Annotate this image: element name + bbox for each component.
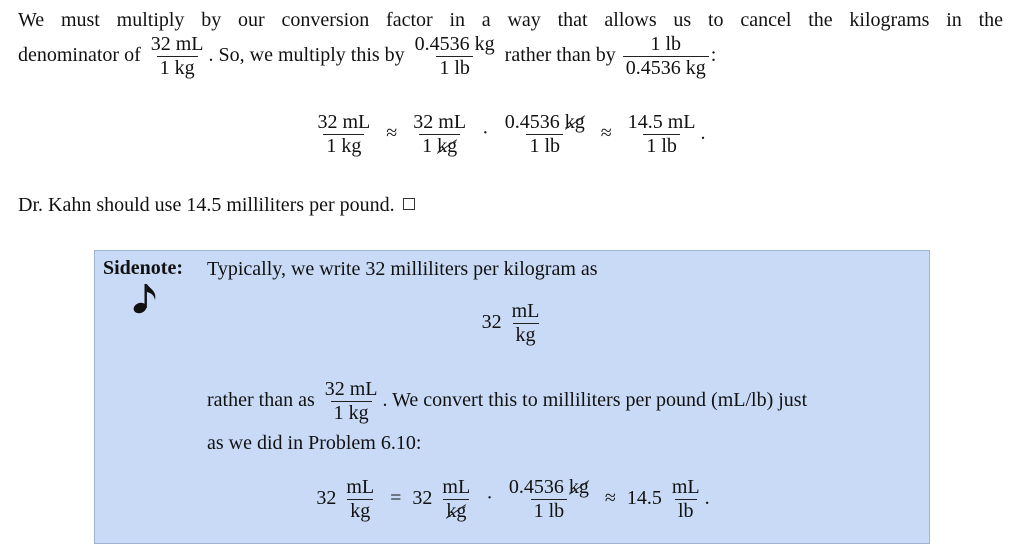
fraction-ml-per-kg bbox=[507, 301, 545, 346]
fraction-denominator: 1 lb bbox=[526, 134, 563, 157]
cancelled-unit-kg: kg bbox=[437, 135, 458, 157]
text-multiply-this-by: . So, we multiply this by bbox=[208, 44, 405, 67]
fraction-denominator: 0.4536 kg bbox=[623, 56, 709, 79]
sidenote-line-2 bbox=[207, 379, 923, 424]
text-convert-this: . We convert this to milliliters per pound (mL/lb) just bbox=[382, 389, 808, 412]
equation-conversion bbox=[0, 112, 1018, 157]
approx-sign: ≈ bbox=[386, 122, 398, 145]
fraction-32ml-1kg bbox=[313, 112, 376, 157]
fraction-ml-per-kg-cancelled bbox=[437, 477, 475, 522]
fraction-denominator bbox=[419, 134, 460, 157]
fraction-numerator: 32 mL bbox=[324, 378, 378, 400]
conclusion-text: Dr. Kahn should use 14.5 milliliters per pound. bbox=[18, 194, 395, 216]
fraction-numerator bbox=[506, 477, 592, 499]
fraction-denominator: lb bbox=[675, 499, 697, 522]
text-denominator-of: denominator of bbox=[18, 44, 141, 67]
numerator-number: 0.4536 bbox=[508, 476, 564, 498]
fraction-denominator: 1 lb bbox=[643, 134, 680, 157]
fraction-denominator: 1 kg bbox=[157, 56, 198, 79]
fraction-kg-lb-cancelled bbox=[504, 477, 594, 522]
sidenote-line-3: as we did in Problem 6.10: bbox=[207, 432, 422, 454]
fraction-denominator: 1 kg bbox=[323, 134, 364, 157]
fraction-numerator bbox=[502, 112, 588, 134]
fraction-32ml-per-1kg bbox=[146, 34, 209, 79]
sidenote-equation-2 bbox=[95, 477, 931, 522]
text-colon: : bbox=[710, 44, 717, 67]
fraction-denominator: kg bbox=[347, 499, 373, 522]
fraction-numerator: 1 lb bbox=[650, 33, 682, 55]
text-rather-than-by: rather than by bbox=[504, 44, 616, 67]
period: . bbox=[700, 122, 706, 145]
fraction-denominator: 1 kg bbox=[331, 401, 372, 424]
fraction-denominator bbox=[443, 499, 469, 522]
paragraph-line-1: We must multiply by our conversion factor in a way that allows us to cancel the kilograms in the bbox=[18, 9, 1003, 31]
sidenote-label: Sidenote: bbox=[103, 257, 183, 279]
period: . bbox=[704, 487, 710, 510]
fraction-kg-per-lb bbox=[410, 34, 500, 79]
fraction-ml-per-lb bbox=[667, 477, 705, 522]
fraction-numerator: 32 mL bbox=[317, 111, 371, 133]
coefficient: 32 bbox=[481, 311, 502, 334]
fraction-numerator: mL bbox=[511, 300, 540, 322]
fraction-kg-lb-cancelled bbox=[500, 112, 590, 157]
paragraph-line-2 bbox=[18, 34, 1003, 79]
numerator-number: 0.4536 bbox=[504, 111, 560, 133]
fraction-result bbox=[623, 112, 701, 157]
sidenote-box bbox=[94, 250, 930, 544]
fraction-ml-per-kg bbox=[341, 477, 379, 522]
coefficient: 14.5 bbox=[626, 487, 662, 510]
fraction-numerator: 32 mL bbox=[413, 111, 467, 133]
text-rather-than-as: rather than as bbox=[207, 389, 315, 412]
fraction-lb-per-kg bbox=[621, 34, 711, 79]
conclusion-line bbox=[18, 193, 1003, 217]
approx-sign: ≈ bbox=[604, 487, 616, 510]
denominator-number: 1 bbox=[422, 135, 433, 157]
approx-sign: ≈ bbox=[600, 122, 612, 145]
fraction-denominator: 1 lb bbox=[436, 56, 473, 79]
equals-sign: = bbox=[390, 487, 402, 510]
fraction-32ml-1kg bbox=[320, 379, 383, 424]
sidenote-line-1: Typically, we write 32 milliliters per kilogram as bbox=[207, 258, 598, 280]
coefficient: 32 bbox=[316, 487, 337, 510]
fraction-denominator: kg bbox=[513, 323, 539, 346]
fraction-32ml-1kg-cancelled bbox=[408, 112, 471, 157]
multiply-dot: · bbox=[486, 487, 493, 510]
fraction-numerator: 14.5 mL bbox=[627, 111, 696, 133]
fraction-numerator: 0.4536 kg bbox=[414, 33, 495, 55]
cancelled-unit-kg: kg bbox=[564, 111, 585, 133]
sidenote-equation-1 bbox=[95, 301, 931, 346]
cancelled-unit-kg: kg bbox=[568, 476, 589, 498]
fraction-numerator: mL bbox=[346, 476, 375, 498]
fraction-numerator: 32 mL bbox=[150, 33, 204, 55]
cancelled-unit-kg: kg bbox=[446, 500, 467, 522]
fraction-numerator: mL bbox=[442, 476, 471, 498]
coefficient: 32 bbox=[412, 487, 433, 510]
fraction-denominator: 1 lb bbox=[531, 499, 568, 522]
multiply-dot: · bbox=[482, 122, 489, 145]
fraction-numerator: mL bbox=[671, 476, 700, 498]
qed-square-icon bbox=[403, 198, 415, 210]
